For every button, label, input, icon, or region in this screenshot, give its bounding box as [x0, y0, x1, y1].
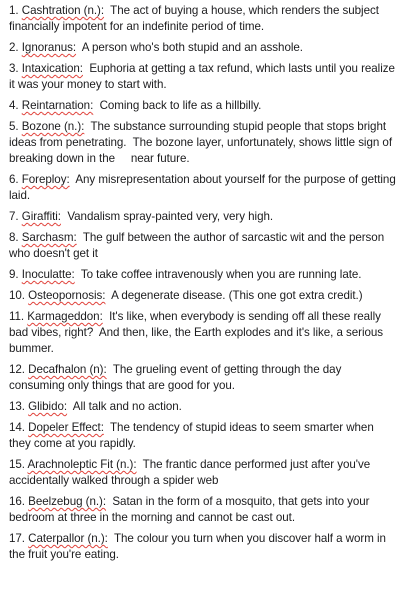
- term: Intaxication:: [21, 62, 83, 75]
- definition: The grueling event of getting through the day consuming only things that are good for you.: [9, 363, 345, 392]
- item-number: 7.: [9, 210, 19, 223]
- definition: It's like, when everybody is sending off all these really bad vibes, right? And then, like, the Earth explodes and it's like, a serious bummer.: [9, 310, 387, 355]
- term: Ignoranus:: [21, 41, 77, 54]
- list-item: [9, 209, 397, 225]
- item-number: 4.: [9, 99, 19, 112]
- list-item: [9, 309, 397, 357]
- list-item: [9, 267, 397, 283]
- list-item: [9, 531, 397, 563]
- term: Decafhalon (n):: [28, 363, 107, 376]
- item-number: 1.: [9, 4, 19, 17]
- list-item: [9, 457, 397, 489]
- item-number: 10.: [9, 289, 25, 302]
- definition: The colour you turn when you discover half a worm in the fruit you're eating.: [9, 532, 390, 561]
- list-item: [9, 172, 397, 204]
- term: Cashtration (n.):: [21, 4, 105, 17]
- definition: The act of buying a house, which renders the subject financially impotent for an indefinite period of time.: [9, 4, 383, 33]
- item-number: 6.: [9, 173, 19, 186]
- definition: Vandalism spray-painted very, very high.: [67, 210, 274, 223]
- item-number: 2.: [9, 41, 19, 54]
- term: Glibido:: [28, 400, 68, 413]
- item-number: 5.: [9, 120, 19, 133]
- term: Sarchasm:: [21, 231, 77, 244]
- definition: Euphoria at getting a tax refund, which lasts until you realize it was your money to start with.: [9, 62, 399, 91]
- item-number: 8.: [9, 231, 19, 244]
- term: Arachnoleptic Fit (n.):: [27, 458, 137, 471]
- item-number: 13.: [9, 400, 25, 413]
- item-number: 17.: [9, 532, 25, 545]
- list-item: [9, 230, 397, 262]
- definition: The frantic dance performed just after you've accidentally walked through a spider web: [9, 458, 374, 487]
- definition: The substance surrounding stupid people that stops bright ideas from penetrating. The bozone layer, unfortunately, shows little sign of breaking down in the near future.: [9, 120, 396, 165]
- list-item: [9, 288, 397, 304]
- list-item: [9, 40, 397, 56]
- item-number: 3.: [9, 62, 19, 75]
- definition: All talk and no action.: [72, 400, 182, 413]
- list-item: [9, 362, 397, 394]
- item-number: 11.: [9, 310, 25, 323]
- item-number: 9.: [9, 268, 19, 281]
- term: Osteopornosis:: [28, 289, 106, 302]
- definition: Satan in the form of a mosquito, that gets into your bedroom at three in the morning and cannot be cast out.: [9, 495, 373, 524]
- definition: A degenerate disease. (This one got extra credit.): [111, 289, 363, 302]
- term: Reintarnation:: [21, 99, 94, 112]
- term: Bozone (n.):: [21, 120, 85, 133]
- list-item: [9, 61, 397, 93]
- list-item: [9, 119, 397, 167]
- definition: A person who's both stupid and an asshole.: [81, 41, 303, 54]
- item-number: 12.: [9, 363, 25, 376]
- list-item: [9, 3, 397, 35]
- list-item: [9, 98, 397, 114]
- definition: Any misrepresentation about yourself for the purpose of getting laid.: [9, 173, 399, 202]
- list-item: [9, 420, 397, 452]
- list-item: [9, 399, 397, 415]
- item-number: 15.: [9, 458, 25, 471]
- item-number: 14.: [9, 421, 25, 434]
- definition: The gulf between the author of sarcastic wit and the person who doesn't get it: [9, 231, 388, 260]
- definition: To take coffee intravenously when you are running late.: [80, 268, 362, 281]
- term: Dopeler Effect:: [28, 421, 104, 434]
- term: Beelzebug (n.):: [28, 495, 107, 508]
- list-item: [9, 494, 397, 526]
- term: Inoculatte:: [21, 268, 75, 281]
- term: Giraffiti:: [21, 210, 61, 223]
- term: Foreploy:: [21, 173, 70, 186]
- term: Karmageddon:: [27, 310, 103, 323]
- item-number: 16.: [9, 495, 25, 508]
- definition: The tendency of stupid ideas to seem smarter when they come at you rapidly.: [9, 421, 377, 450]
- definition: Coming back to life as a hillbilly.: [99, 99, 262, 112]
- term: Caterpallor (n.):: [28, 532, 108, 545]
